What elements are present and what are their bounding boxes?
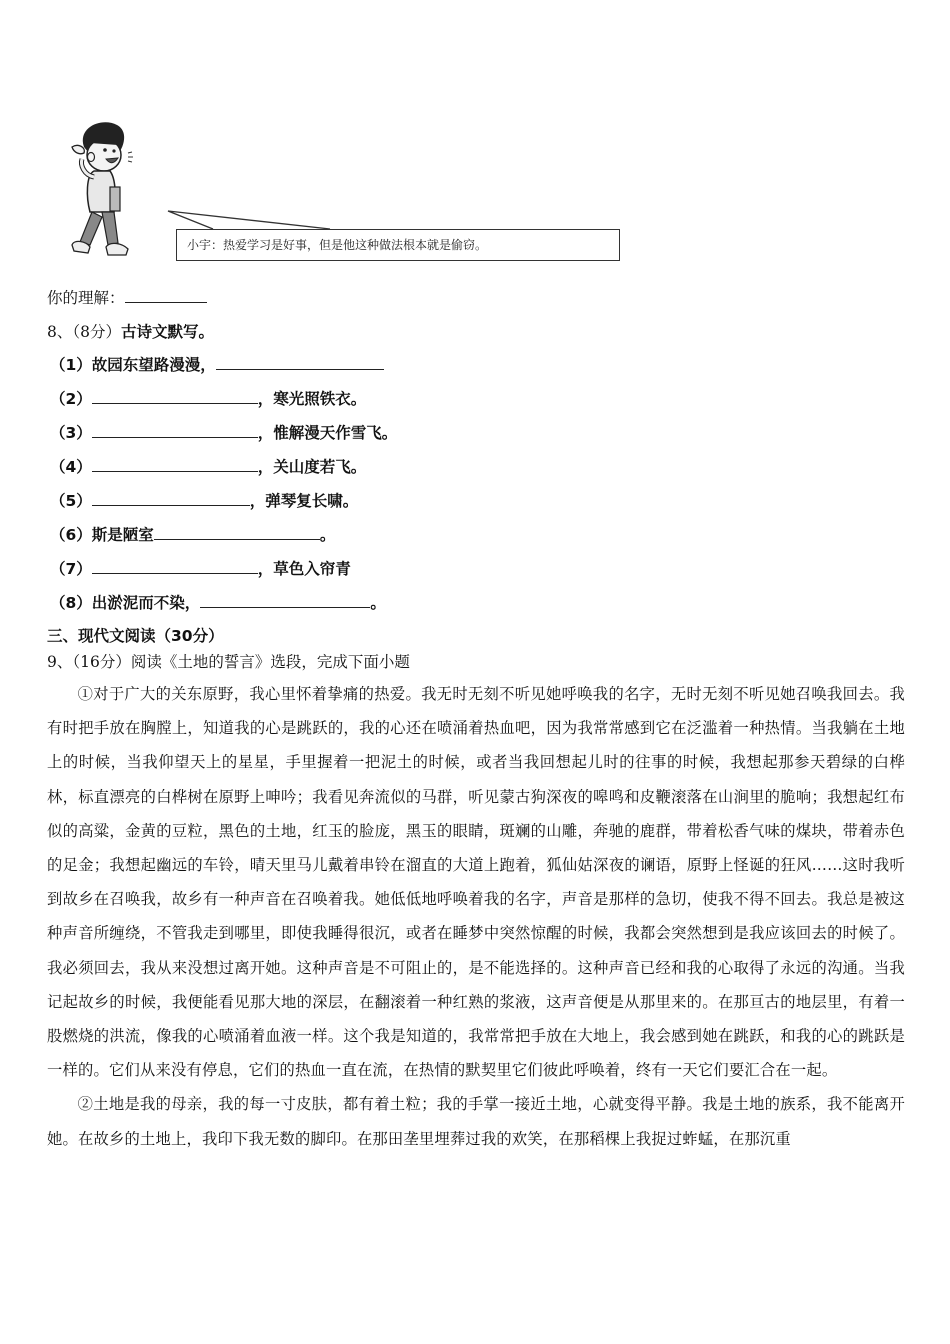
item-number: （7）	[50, 560, 92, 578]
reading-passage	[47, 677, 905, 1156]
fill-blank[interactable]	[92, 491, 250, 506]
poem-item-3	[50, 421, 397, 443]
poem-item-1	[50, 353, 384, 375]
fill-blank[interactable]	[92, 559, 258, 574]
item-number: （3）	[50, 424, 92, 442]
passage-paragraph-2: ②土地是我的母亲，我的每一寸皮肤，都有着土粒；我的手掌一接近土地，心就变得平静。我是土地的族系，我不能离开她。在故乡的土地上，我印下我无数的脚印。在那田垄里埋葬过我的欢笑，在那稻棵上我捉过蚱蜢，在那沉重	[47, 1095, 905, 1148]
answer-blank[interactable]	[125, 288, 207, 303]
question-8-header	[47, 320, 214, 342]
item-text: 故园东望路漫漫，	[91, 356, 216, 374]
answer-label: 你的理解：	[47, 289, 125, 307]
question-9-header	[47, 650, 410, 672]
item-text: 斯是陋室	[91, 526, 154, 544]
answer-prompt	[47, 286, 207, 308]
item-number: （5）	[50, 492, 92, 510]
question-title: 古诗文默写。	[121, 323, 215, 341]
item-text-end: 。	[319, 526, 336, 544]
section-title: 三、现代文阅读（30分）	[47, 627, 224, 645]
poem-item-2	[50, 387, 366, 409]
fill-blank[interactable]	[154, 525, 320, 540]
item-text: ，寒光照铁衣。	[257, 390, 367, 408]
poem-item-7	[50, 557, 351, 579]
fill-blank[interactable]	[92, 423, 258, 438]
item-text: ，草色入帘青	[257, 560, 351, 578]
fill-blank[interactable]	[92, 457, 258, 472]
speech-bubble: 小宇：热爱学习是好事，但是他这种做法根本就是偷窃。	[176, 229, 620, 261]
poem-item-4	[50, 455, 366, 477]
item-number: （1）	[50, 356, 92, 374]
item-text: 出淤泥而不染，	[91, 594, 201, 612]
item-text: ，关山度若飞。	[257, 458, 367, 476]
poem-item-8	[50, 591, 386, 613]
fill-blank[interactable]	[200, 593, 370, 608]
fill-blank[interactable]	[216, 355, 384, 370]
passage-paragraph-1: ①对于广大的关东原野，我心里怀着挚痛的热爱。我无时无刻不听见她呼唤我的名字，无时无刻不听见她召唤我回去。我有时把手放在胸膛上，知道我的心是跳跃的，我的心还在喷涌着热血吧，因为我常常感到它在泛滥着一种热情。当我躺在土地上的时候，当我仰望天上的星星，手里握着一把泥土的时候，或者当我回想起儿时的往事的时候，我想起那参天碧绿的白桦林，标直漂亮的白桦树在原野上呻吟；我看见奔流似的马群，听见蒙古狗深夜的嗥鸣和皮鞭滚落在山涧里的脆响；我想起红布似的高粱，金黄的豆粒，黑色的土地，红玉的脸庞，黑玉的眼睛，斑斓的山雕，奔驰的鹿群，带着松香气味的煤块，带着赤色的足金；我想起幽远的车铃，晴天里马儿戴着串铃在溜直的大道上跑着，狐仙姑深夜的谰语，原野上怪诞的狂风……这时我听到故乡在召唤我，故乡有一种声音在召唤着我。她低低地呼唤着我的名字，声音是那样的急切，使我不得不回去。我总是被这种声音所缠绕，不管我走到哪里，即使我睡得很沉，或者在睡梦中突然惊醒的时候，我都会突然想到是我应该回去的时候了。我必须回去，我从来没想过离开她。这种声音是不可阻止的，是不能选择的。这种声音已经和我的心取得了永远的沟通。当我记起故乡的时候，我便能看见那大地的深层，在翻滚着一种红熟的浆液，这声音便是从那里来的。在那亘古的地层里，有着一股燃烧的洪流，像我的心喷涌着血液一样。这个我是知道的，我常常把手放在大地上，我会感到她在跳跃，和我的心的跳跃是一样的。它们从来没有停息，它们的热血一直在流，在热情的默契里它们彼此呼唤着，终有一天它们要汇合在一起。	[47, 685, 905, 1080]
item-number: （8）	[50, 594, 92, 612]
question-prompt: （16分）阅读《土地的誓言》选段，完成下面小题	[72, 653, 410, 671]
question-number: 8、	[47, 323, 73, 341]
item-number: （6）	[50, 526, 92, 544]
item-text-end: 。	[370, 594, 386, 612]
item-number: （4）	[50, 458, 92, 476]
fill-blank[interactable]	[92, 389, 258, 404]
poem-item-6	[50, 523, 335, 545]
question-number: 9、	[47, 653, 73, 671]
boy-illustration	[62, 117, 162, 262]
item-text: ，惟解漫天作雪飞。	[257, 424, 398, 442]
item-number: （2）	[50, 390, 92, 408]
question-score: （8分）	[72, 323, 121, 341]
poem-item-5	[50, 489, 358, 511]
item-text: ，弹琴复长啸。	[249, 492, 359, 510]
